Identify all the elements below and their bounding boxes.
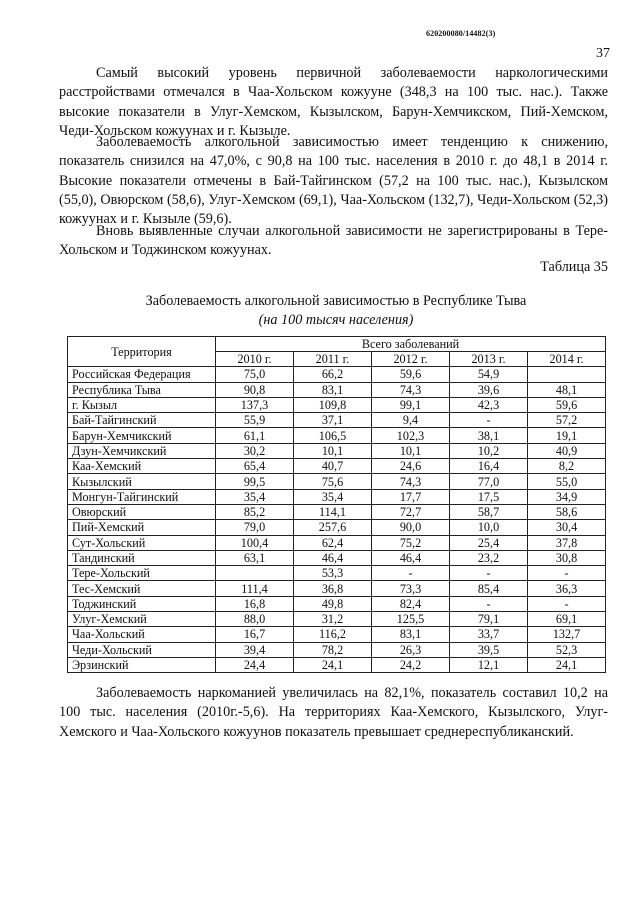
value-cell: 83,1 bbox=[372, 627, 450, 642]
value-cell: - bbox=[372, 566, 450, 581]
paragraph-2 bbox=[59, 133, 608, 229]
value-cell: 114,1 bbox=[294, 504, 372, 519]
value-cell: 69,1 bbox=[528, 612, 606, 627]
territory-cell: Дзун-Хемчикский bbox=[68, 443, 216, 458]
table-row bbox=[68, 581, 606, 596]
territory-cell: Эрзинский bbox=[68, 657, 216, 672]
paragraph-1 bbox=[59, 64, 608, 141]
value-cell: 53,3 bbox=[294, 566, 372, 581]
table-label: Таблица 35 bbox=[540, 259, 608, 275]
value-cell: 10,2 bbox=[450, 443, 528, 458]
value-cell: 9,4 bbox=[372, 413, 450, 428]
value-cell: 85,4 bbox=[450, 581, 528, 596]
territory-cell: Барун-Хемчикский bbox=[68, 428, 216, 443]
document-code: 620200080/14482(3) bbox=[426, 29, 496, 38]
table-row bbox=[68, 397, 606, 412]
value-cell: 75,6 bbox=[294, 474, 372, 489]
territory-cell: Улуг-Хемский bbox=[68, 612, 216, 627]
table-row bbox=[68, 520, 606, 535]
territory-cell: Республика Тыва bbox=[68, 382, 216, 397]
territory-cell: Кызылский bbox=[68, 474, 216, 489]
territory-cell: Тес-Хемский bbox=[68, 581, 216, 596]
value-cell: 116,2 bbox=[294, 627, 372, 642]
value-cell: 37,1 bbox=[294, 413, 372, 428]
value-cell: 34,9 bbox=[528, 489, 606, 504]
territory-cell: Чаа-Хольский bbox=[68, 627, 216, 642]
value-cell: 10,1 bbox=[372, 443, 450, 458]
value-cell: 49,8 bbox=[294, 596, 372, 611]
value-cell: 125,5 bbox=[372, 612, 450, 627]
value-cell: 19,1 bbox=[528, 428, 606, 443]
value-cell: 73,3 bbox=[372, 581, 450, 596]
value-cell: 24,2 bbox=[372, 657, 450, 672]
value-cell: 40,9 bbox=[528, 443, 606, 458]
value-cell: 16,4 bbox=[450, 459, 528, 474]
table-row bbox=[68, 535, 606, 550]
header-year: 2011 г. bbox=[294, 352, 372, 367]
table-row bbox=[68, 657, 606, 672]
table-row bbox=[68, 413, 606, 428]
value-cell: 74,3 bbox=[372, 382, 450, 397]
value-cell: 31,2 bbox=[294, 612, 372, 627]
table-row bbox=[68, 489, 606, 504]
value-cell: 111,4 bbox=[216, 581, 294, 596]
value-cell: 61,1 bbox=[216, 428, 294, 443]
value-cell: 39,4 bbox=[216, 642, 294, 657]
value-cell: 16,8 bbox=[216, 596, 294, 611]
header-year: 2010 г. bbox=[216, 352, 294, 367]
table-row bbox=[68, 459, 606, 474]
table-row bbox=[68, 566, 606, 581]
table-row bbox=[68, 428, 606, 443]
table-row bbox=[68, 443, 606, 458]
value-cell: 38,1 bbox=[450, 428, 528, 443]
value-cell: 65,4 bbox=[216, 459, 294, 474]
value-cell: 42,3 bbox=[450, 397, 528, 412]
value-cell: 57,2 bbox=[528, 413, 606, 428]
value-cell: 75,2 bbox=[372, 535, 450, 550]
value-cell: 83,1 bbox=[294, 382, 372, 397]
value-cell bbox=[216, 566, 294, 581]
value-cell: - bbox=[450, 566, 528, 581]
value-cell: 99,1 bbox=[372, 397, 450, 412]
value-cell: 77,0 bbox=[450, 474, 528, 489]
value-cell: 35,4 bbox=[294, 489, 372, 504]
value-cell: 63,1 bbox=[216, 550, 294, 565]
table-row bbox=[68, 612, 606, 627]
table-title: Заболеваемость алкогольной зависимостью в Республике Тыва bbox=[145, 293, 527, 309]
value-cell bbox=[528, 367, 606, 382]
value-cell: 36,8 bbox=[294, 581, 372, 596]
table-row bbox=[68, 627, 606, 642]
header-group: Всего заболеваний bbox=[216, 337, 606, 352]
header-year: 2013 г. bbox=[450, 352, 528, 367]
value-cell: 88,0 bbox=[216, 612, 294, 627]
table-row bbox=[68, 504, 606, 519]
value-cell: 39,5 bbox=[450, 642, 528, 657]
table-body bbox=[68, 367, 606, 673]
value-cell: 8,2 bbox=[528, 459, 606, 474]
territory-cell: Бай-Тайгинский bbox=[68, 413, 216, 428]
value-cell: 78,2 bbox=[294, 642, 372, 657]
value-cell: - bbox=[450, 413, 528, 428]
value-cell: 54,9 bbox=[450, 367, 528, 382]
header-year: 2012 г. bbox=[372, 352, 450, 367]
territory-cell: Тоджинский bbox=[68, 596, 216, 611]
territory-cell: Каа-Хемский bbox=[68, 459, 216, 474]
paragraph-text: Заболеваемость алкогольной зависимостью имеет тенденцию к снижению, показатель снизился на 47,0%, с 90,8 на 100 тыс. населения в 2010 г. до 48,1 в 2014 г. Высокие показатели отмечены в Бай-Тайгинском (57,2 на 100 тыс. нас.), Кызылском (55,0), Овюрском (58,6), Улуг-Хемском (69,1), Чаа-Хольском (132,7), Чеди-Хольском (52,3) кожуунах и г. Кызыле (59,6). bbox=[59, 134, 608, 228]
territory-cell: Овюрский bbox=[68, 504, 216, 519]
value-cell: 24,1 bbox=[528, 657, 606, 672]
value-cell: 52,3 bbox=[528, 642, 606, 657]
value-cell: 10,0 bbox=[450, 520, 528, 535]
paragraph-text: Самый высокий уровень первичной заболеваемости наркологическими расстройствами отмечался в Чаа-Хольском кожууне (348,3 на 100 тыс. нас.). Также высокие показатели в Улуг-Хемском, Кызылском, Барун-Хемчикском, Пий-Хемском, Чеди-Хольском кожуунах и г. Кызыле. bbox=[59, 65, 608, 139]
territory-cell: Тере-Хольский bbox=[68, 566, 216, 581]
value-cell: 25,4 bbox=[450, 535, 528, 550]
value-cell: 59,6 bbox=[372, 367, 450, 382]
value-cell: 90,8 bbox=[216, 382, 294, 397]
value-cell: 39,6 bbox=[450, 382, 528, 397]
value-cell: 30,4 bbox=[528, 520, 606, 535]
value-cell: 12,1 bbox=[450, 657, 528, 672]
value-cell: 74,3 bbox=[372, 474, 450, 489]
value-cell: 66,2 bbox=[294, 367, 372, 382]
value-cell: 132,7 bbox=[528, 627, 606, 642]
morbidity-table bbox=[67, 336, 606, 673]
value-cell: 35,4 bbox=[216, 489, 294, 504]
table-row bbox=[68, 550, 606, 565]
value-cell: 23,2 bbox=[450, 550, 528, 565]
value-cell: 37,8 bbox=[528, 535, 606, 550]
territory-cell: Тандинский bbox=[68, 550, 216, 565]
value-cell: 62,4 bbox=[294, 535, 372, 550]
table-row bbox=[68, 474, 606, 489]
table-row bbox=[68, 382, 606, 397]
value-cell: 106,5 bbox=[294, 428, 372, 443]
value-cell: 72,7 bbox=[372, 504, 450, 519]
value-cell: 46,4 bbox=[372, 550, 450, 565]
value-cell: 59,6 bbox=[528, 397, 606, 412]
value-cell: 24,1 bbox=[294, 657, 372, 672]
value-cell: 10,1 bbox=[294, 443, 372, 458]
value-cell: 82,4 bbox=[372, 596, 450, 611]
value-cell: 55,9 bbox=[216, 413, 294, 428]
table-row bbox=[68, 596, 606, 611]
paragraph-text: Заболеваемость наркоманией увеличилась на 82,1%, показатель составил 10,2 на 100 тыс. населения (2010г.-5,6). На территориях Каа-Хемского, Кызылского, Улуг-Хемского и Чаа-Хольского кожуунов показатель превышает среднереспубликанский. bbox=[59, 685, 608, 740]
territory-cell: Монгун-Тайгинский bbox=[68, 489, 216, 504]
paragraph-3 bbox=[59, 222, 608, 261]
value-cell: - bbox=[450, 596, 528, 611]
value-cell: 24,4 bbox=[216, 657, 294, 672]
value-cell: 17,7 bbox=[372, 489, 450, 504]
value-cell: 75,0 bbox=[216, 367, 294, 382]
paragraph-4 bbox=[59, 684, 608, 742]
value-cell: 109,8 bbox=[294, 397, 372, 412]
value-cell: 100,4 bbox=[216, 535, 294, 550]
value-cell: - bbox=[528, 596, 606, 611]
value-cell: 48,1 bbox=[528, 382, 606, 397]
value-cell: 79,0 bbox=[216, 520, 294, 535]
value-cell: 58,6 bbox=[528, 504, 606, 519]
territory-cell: Российская Федерация bbox=[68, 367, 216, 382]
territory-cell: Пий-Хемский bbox=[68, 520, 216, 535]
paragraph-text: Вновь выявленные случаи алкогольной зависимости не зарегистрированы в Тере-Хольском и Тоджинском кожуунах. bbox=[59, 223, 608, 259]
table-row bbox=[68, 367, 606, 382]
value-cell: 85,2 bbox=[216, 504, 294, 519]
table-row bbox=[68, 642, 606, 657]
territory-cell: Чеди-Хольский bbox=[68, 642, 216, 657]
territory-cell: г. Кызыл bbox=[68, 397, 216, 412]
value-cell: 30,8 bbox=[528, 550, 606, 565]
territory-cell: Сут-Хольский bbox=[68, 535, 216, 550]
table-subtitle: (на 100 тысяч населения) bbox=[258, 312, 414, 328]
value-cell: 58,7 bbox=[450, 504, 528, 519]
value-cell: 24,6 bbox=[372, 459, 450, 474]
value-cell: 137,3 bbox=[216, 397, 294, 412]
value-cell: 26,3 bbox=[372, 642, 450, 657]
value-cell: 55,0 bbox=[528, 474, 606, 489]
value-cell: 46,4 bbox=[294, 550, 372, 565]
page-number: 37 bbox=[596, 46, 610, 61]
value-cell: 17,5 bbox=[450, 489, 528, 504]
value-cell: 79,1 bbox=[450, 612, 528, 627]
value-cell: 16,7 bbox=[216, 627, 294, 642]
header-year: 2014 г. bbox=[528, 352, 606, 367]
value-cell: 33,7 bbox=[450, 627, 528, 642]
value-cell: 257,6 bbox=[294, 520, 372, 535]
value-cell: 30,2 bbox=[216, 443, 294, 458]
value-cell: - bbox=[528, 566, 606, 581]
value-cell: 40,7 bbox=[294, 459, 372, 474]
value-cell: 36,3 bbox=[528, 581, 606, 596]
value-cell: 102,3 bbox=[372, 428, 450, 443]
value-cell: 90,0 bbox=[372, 520, 450, 535]
value-cell: 99,5 bbox=[216, 474, 294, 489]
header-territory: Территория bbox=[68, 337, 216, 367]
